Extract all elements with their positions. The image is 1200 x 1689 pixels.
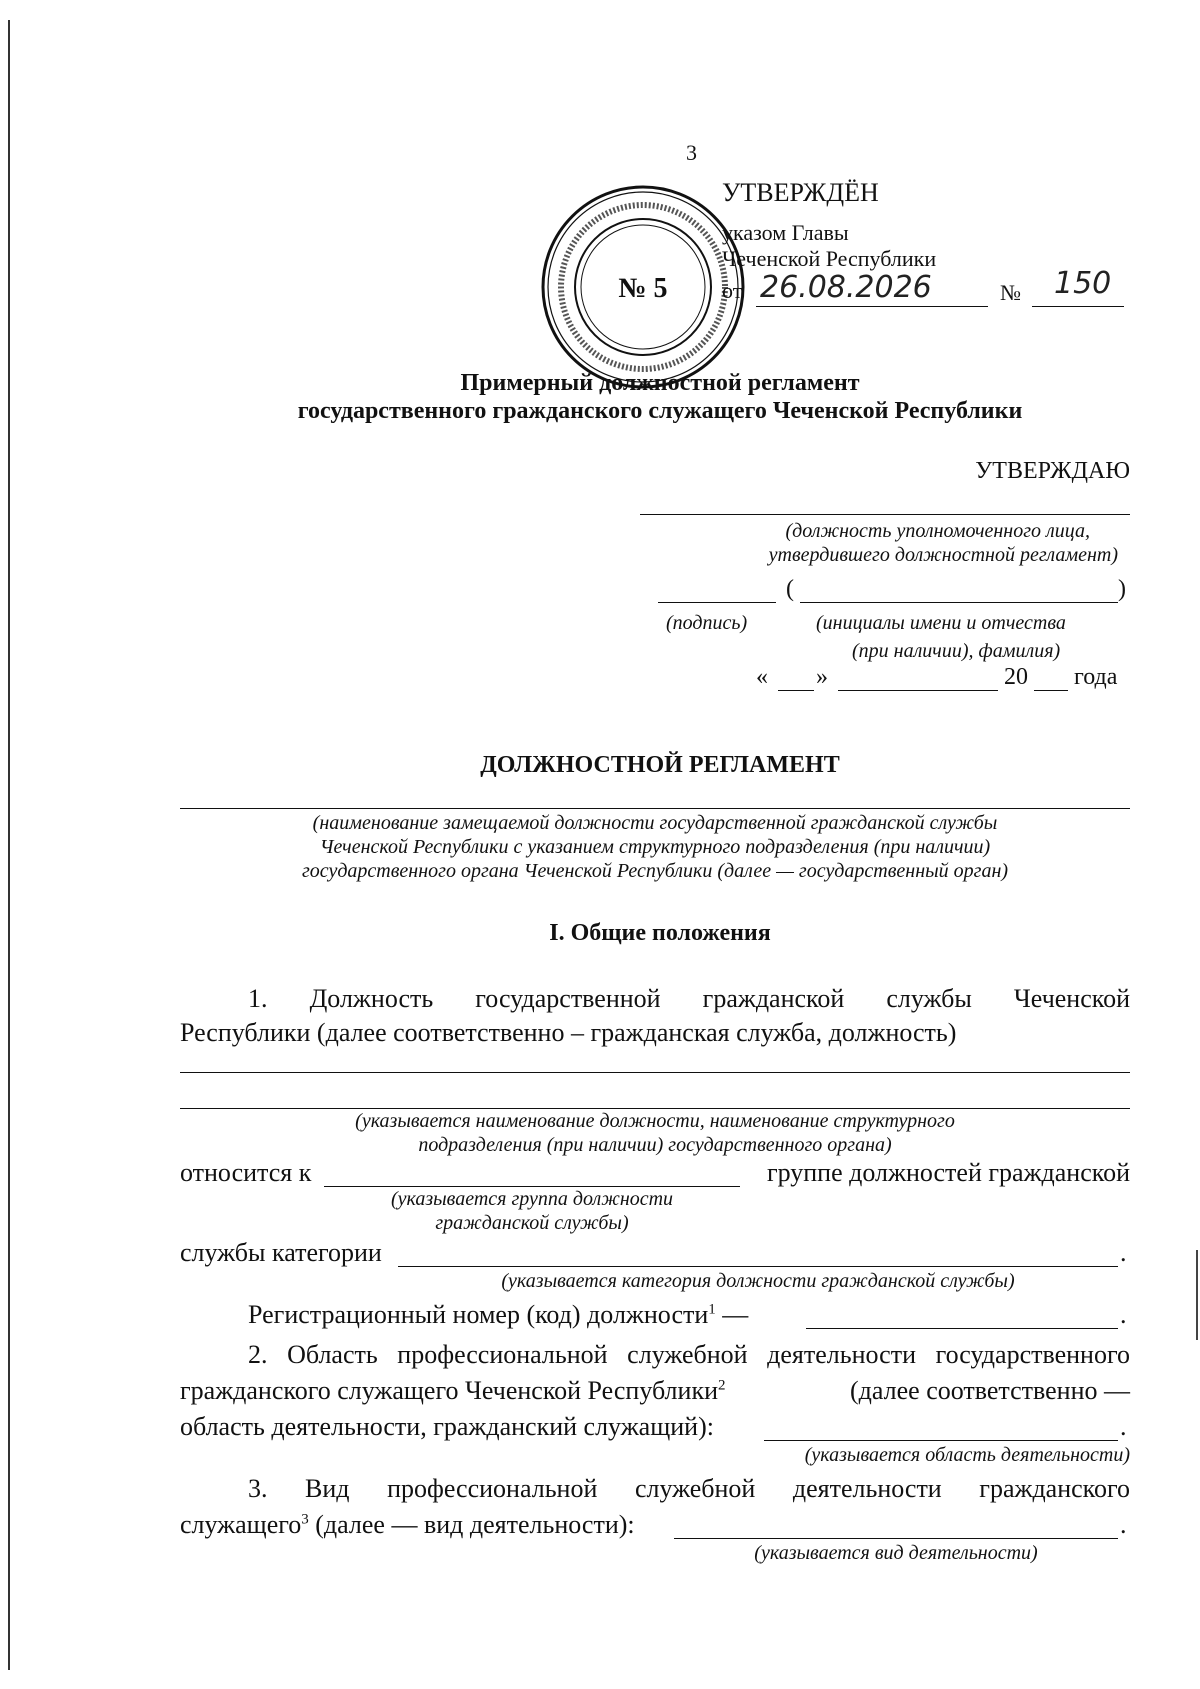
seal-number: № 5 bbox=[618, 273, 668, 304]
approval-number: 150 bbox=[1054, 266, 1112, 301]
date-quote-close: » bbox=[816, 664, 828, 690]
category-caption: (указывается категория должности гражданской службы) bbox=[501, 1270, 1015, 1292]
category-blank-line bbox=[398, 1266, 1118, 1267]
position-caption-1: (должность уполномоченного лица, bbox=[785, 520, 1090, 542]
doc-title-line1: Примерный должностной регламент bbox=[460, 370, 860, 396]
group-caption-1: (указывается группа должности bbox=[390, 1188, 674, 1210]
group-prefix: относится к bbox=[180, 1158, 312, 1187]
doc-title-line2: государственного гражданского служащего Чеченской Республики bbox=[297, 398, 1023, 424]
year-suffix: года bbox=[1074, 664, 1118, 690]
date-month-line bbox=[838, 690, 998, 691]
kind-period: . bbox=[1120, 1510, 1127, 1539]
group-suffix: группе должностей гражданской bbox=[766, 1158, 1130, 1187]
position-caption-2: утвердившего должностной регламент) bbox=[768, 544, 1118, 566]
name-caption-2: (при наличии), фамилия) bbox=[852, 640, 1061, 662]
footnote-1: 1 bbox=[708, 1301, 716, 1318]
area-blank-line bbox=[764, 1440, 1118, 1441]
p2-line2b: (далее соответственно — bbox=[849, 1376, 1130, 1405]
approval-date-prefix: от bbox=[722, 278, 743, 303]
year-prefix: 20 bbox=[1004, 664, 1028, 690]
name-line bbox=[800, 602, 1118, 603]
p2-line2a: гражданского служащего Чеченской Республики bbox=[180, 1376, 718, 1405]
group-blank-line bbox=[324, 1186, 740, 1187]
name-caption-1: (инициалы имени и отчества bbox=[816, 612, 1066, 634]
position-line bbox=[640, 514, 1130, 515]
approval-date: 26.08.2026 bbox=[760, 270, 932, 305]
regl-caption-3: государственного органа Чеченской Республики (далее — государственный орган) bbox=[301, 860, 1009, 882]
area-caption: (указывается область деятельности) bbox=[804, 1444, 1130, 1466]
signature-caption: (подпись) bbox=[666, 612, 748, 634]
p1-blank-line-1 bbox=[180, 1072, 1130, 1073]
date-day-line bbox=[778, 690, 814, 691]
regl-heading: ДОЛЖНОСТНОЙ РЕГЛАМЕНТ bbox=[480, 752, 840, 778]
official-seal bbox=[538, 182, 748, 392]
p1-caption-2: подразделения (при наличии) государственного органа) bbox=[418, 1134, 892, 1156]
p1-line1: 1. Должность государственной гражданской службы Чеченской bbox=[248, 984, 1130, 1013]
right-edge-mark bbox=[1196, 1250, 1198, 1340]
paren-open: ( bbox=[786, 576, 794, 602]
p1-blank-line-2 bbox=[180, 1108, 1130, 1109]
p2-line3: область деятельности, гражданский служащий): bbox=[180, 1412, 714, 1441]
kind-caption: (указывается вид деятельности) bbox=[754, 1542, 1038, 1564]
p2-line2 bbox=[180, 1376, 1130, 1406]
category-period: . bbox=[1120, 1238, 1127, 1267]
reg-number-period: . bbox=[1120, 1300, 1127, 1329]
footnote-2: 2 bbox=[718, 1377, 726, 1394]
regl-caption-1: (наименование замещаемой должности государственной гражданской службы bbox=[312, 812, 998, 834]
approval-number-label: № bbox=[1000, 280, 1021, 305]
category-prefix: службы категории bbox=[180, 1238, 382, 1267]
signature-line bbox=[658, 602, 776, 603]
paren-close: ) bbox=[1118, 576, 1126, 602]
reg-number-line bbox=[248, 1300, 748, 1330]
approval-line2: Чеченской Республики bbox=[722, 246, 937, 271]
p3-line1: 3. Вид профессиональной служебной деятельности гражданского bbox=[248, 1474, 1130, 1503]
footnote-3: 3 bbox=[301, 1511, 309, 1528]
p1-line2: Республики (далее соответственно – гражданская служба, должность) bbox=[180, 1018, 957, 1047]
approval-title: УТВЕРЖДЁН bbox=[722, 178, 879, 207]
date-quote-open: « bbox=[756, 664, 768, 690]
regl-position-line bbox=[180, 808, 1130, 809]
group-caption-2: гражданской службы) bbox=[435, 1212, 629, 1234]
regl-caption-2: Чеченской Республики с указанием структурного подразделения (при наличии) bbox=[319, 836, 991, 858]
utverzhdayu-title: УТВЕРЖДАЮ bbox=[975, 458, 1130, 484]
p3-line2b: (далее — вид деятельности): bbox=[308, 1510, 635, 1539]
kind-blank-line bbox=[674, 1538, 1118, 1539]
reg-number-label: Регистрационный номер (код) должности bbox=[248, 1300, 709, 1329]
p1-caption-1: (указывается наименование должности, наименование структурного bbox=[355, 1110, 955, 1132]
p3-line2 bbox=[180, 1510, 635, 1540]
approval-date-line bbox=[756, 306, 988, 307]
date-year-line bbox=[1034, 690, 1068, 691]
reg-number-blank-line bbox=[806, 1328, 1118, 1329]
approval-number-line bbox=[1032, 306, 1124, 307]
p2-line1: 2. Область профессиональной служебной деятельности государственного bbox=[248, 1340, 1130, 1369]
p3-line2a: служащего bbox=[180, 1510, 302, 1539]
area-period: . bbox=[1120, 1412, 1127, 1441]
left-edge-line bbox=[8, 20, 10, 1670]
page-number: 3 bbox=[686, 140, 697, 165]
section1-heading: I. Общие положения bbox=[549, 920, 771, 946]
approval-line1: указом Главы bbox=[722, 220, 849, 245]
reg-number-dash: — bbox=[715, 1300, 749, 1329]
